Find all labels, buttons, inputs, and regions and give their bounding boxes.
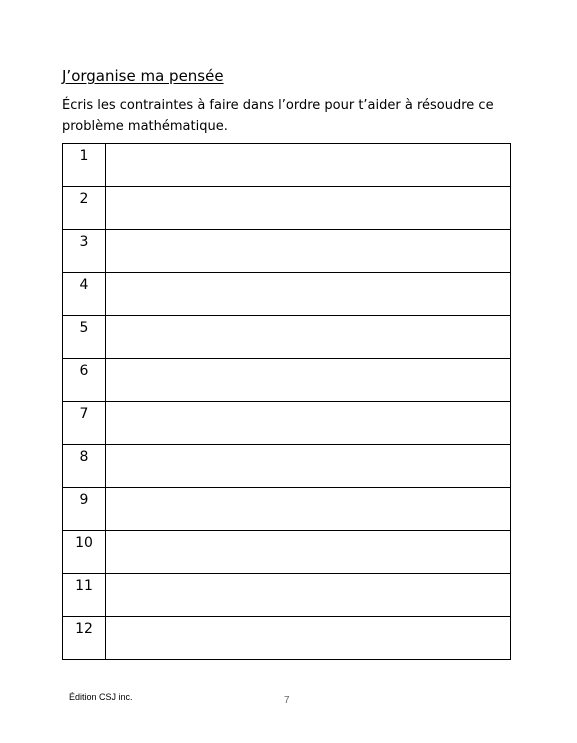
table-row bbox=[63, 187, 511, 230]
row-number: 5 bbox=[63, 316, 106, 359]
row-number: 8 bbox=[63, 445, 106, 488]
table-row bbox=[63, 273, 511, 316]
row-number: 10 bbox=[63, 531, 106, 574]
row-number: 11 bbox=[63, 574, 106, 617]
answer-cell[interactable] bbox=[106, 531, 511, 574]
answer-cell[interactable] bbox=[106, 359, 511, 402]
row-number: 4 bbox=[63, 273, 106, 316]
row-number: 6 bbox=[63, 359, 106, 402]
row-number: 3 bbox=[63, 230, 106, 273]
answer-cell[interactable] bbox=[106, 187, 511, 230]
page-title: J’organise ma pensée bbox=[62, 67, 224, 85]
table-row bbox=[63, 445, 511, 488]
row-number: 1 bbox=[63, 144, 106, 187]
row-number: 2 bbox=[63, 187, 106, 230]
table-row bbox=[63, 359, 511, 402]
row-number: 9 bbox=[63, 488, 106, 531]
answer-cell[interactable] bbox=[106, 402, 511, 445]
table-row bbox=[63, 617, 511, 660]
table-row bbox=[63, 488, 511, 531]
steps-table bbox=[62, 143, 511, 660]
page-number: 7 bbox=[284, 695, 290, 706]
instructions-text: Écris les contraintes à faire dans l’ordre pour t’aider à résoudre ce problème mathématique. bbox=[62, 98, 494, 134]
table-row bbox=[63, 230, 511, 273]
answer-cell[interactable] bbox=[106, 273, 511, 316]
table-row bbox=[63, 316, 511, 359]
answer-cell[interactable] bbox=[106, 488, 511, 531]
answer-cell[interactable] bbox=[106, 617, 511, 660]
table-row bbox=[63, 402, 511, 445]
answer-cell[interactable] bbox=[106, 445, 511, 488]
answer-cell[interactable] bbox=[106, 230, 511, 273]
publisher-footer: Édition CSJ inc. bbox=[69, 692, 133, 702]
answer-cell[interactable] bbox=[106, 144, 511, 187]
table-row bbox=[63, 574, 511, 617]
row-number: 12 bbox=[63, 617, 106, 660]
answer-cell[interactable] bbox=[106, 574, 511, 617]
table-row bbox=[63, 144, 511, 187]
answer-cell[interactable] bbox=[106, 316, 511, 359]
table-row bbox=[63, 531, 511, 574]
row-number: 7 bbox=[63, 402, 106, 445]
